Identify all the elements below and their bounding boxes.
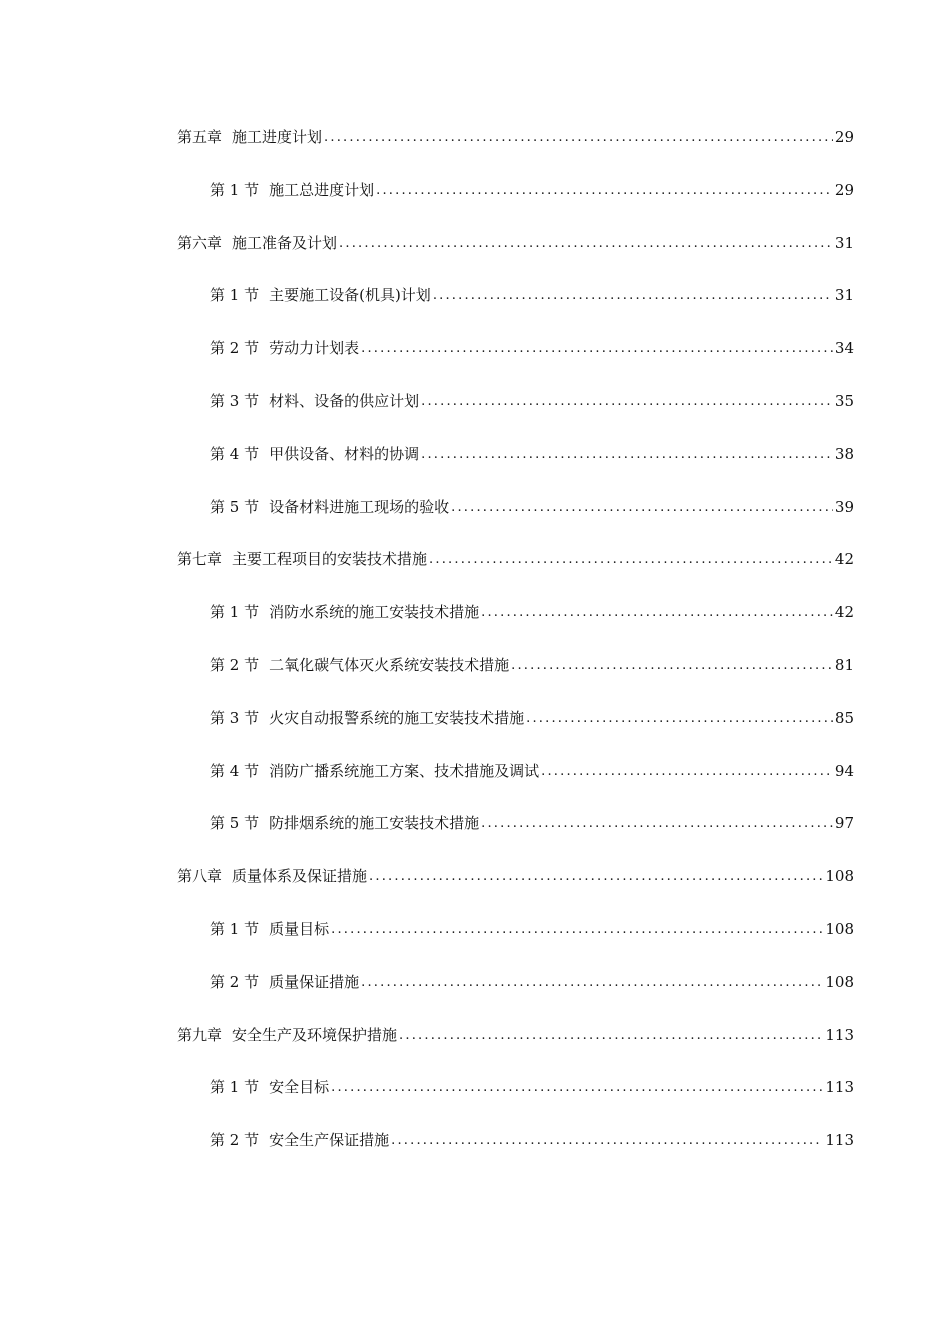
toc-entry-number: 第五章 [177,128,223,146]
toc-section-entry[interactable] [0,322,950,375]
toc-entry-number: 第 1 节 [210,1078,260,1097]
toc-entry-page: 42 [834,550,854,569]
toc-section-entry[interactable] [0,481,950,534]
toc-dot-leader [339,234,833,254]
toc-entry-number: 第 2 节 [210,972,260,991]
toc-entry-page: 34 [834,339,854,358]
toc-entry-title: 防排烟系统的施工安装技术措施 [269,814,480,833]
toc-section-entry[interactable] [0,745,950,798]
toc-entry-page: 108 [825,919,854,938]
toc-section-entry[interactable] [0,1061,950,1114]
toc-entry-label [210,497,449,517]
toc-entry-page: 29 [834,180,854,199]
toc-entry-title: 质量保证措施 [269,972,360,991]
toc-entry-title: 消防水系统的施工安装技术措施 [269,603,480,622]
toc-dot-leader [361,973,823,993]
toc-entry-page: 42 [834,603,854,622]
toc-entry-number: 第七章 [177,550,223,569]
toc-entry-label [210,602,479,622]
toc-entry-label [210,761,539,781]
toc-dot-leader [391,1131,823,1151]
toc-entry-title: 劳动力计划表 [269,339,360,358]
toc-entry-title: 施工进度计划 [232,128,323,146]
toc-entry-number: 第 1 节 [210,603,260,622]
toc-section-entry[interactable] [0,956,950,1009]
toc-entry-label [210,285,431,305]
toc-section-entry[interactable] [0,164,950,217]
toc-entry-page: 94 [834,761,854,780]
toc-entry-label [210,391,419,411]
toc-chapter-entry[interactable] [0,111,950,164]
toc-entry-page: 81 [834,655,854,674]
toc-dot-leader [541,762,833,782]
toc-entry-label [210,444,419,464]
toc-chapter-entry[interactable] [0,533,950,586]
toc-dot-leader [331,1078,823,1098]
toc-dot-leader [399,1026,823,1046]
toc-entry-title: 二氧化碳气体灭火系统安装技术措施 [269,655,510,674]
toc-entry-number: 第 4 节 [210,761,260,780]
toc-entry-title: 质量目标 [269,919,330,938]
toc-dot-leader [429,550,833,570]
toc-dot-leader [451,498,833,518]
toc-entry-label [210,919,329,939]
toc-dot-leader [361,339,833,359]
toc-entry-label [177,866,367,886]
toc-section-entry[interactable] [0,586,950,639]
toc-entry-page: 108 [825,867,854,886]
toc-chapter-entry[interactable] [0,217,950,270]
toc-dot-leader [421,392,833,412]
toc-entry-title: 安全生产及环境保护措施 [232,1025,398,1044]
toc-dot-leader [481,603,833,623]
toc-entry-page: 113 [825,1078,854,1097]
toc-entry-title: 安全生产保证措施 [269,1131,390,1150]
toc-entry-title: 主要工程项目的安装技术措施 [232,550,428,569]
toc-entry-label [177,127,322,147]
toc-entry-label [210,180,374,200]
toc-entry-page: 113 [825,1025,854,1044]
toc-entry-number: 第 2 节 [210,1131,260,1150]
toc-dot-leader [324,128,833,148]
toc-entry-number: 第 3 节 [210,708,260,727]
toc-dot-leader [433,286,833,306]
toc-entry-title: 质量体系及保证措施 [232,867,368,886]
toc-entry-label [210,708,524,728]
toc-entry-label [210,972,359,992]
toc-entry-number: 第六章 [177,233,223,252]
toc-dot-leader [421,445,833,465]
table-of-contents [0,111,950,1167]
toc-section-entry[interactable] [0,428,950,481]
toc-entry-title: 施工总进度计划 [269,180,375,199]
toc-entry-title: 材料、设备的供应计划 [269,391,420,410]
toc-entry-number: 第 5 节 [210,814,260,833]
toc-entry-page: 31 [834,233,854,252]
toc-dot-leader [376,181,833,201]
toc-section-entry[interactable] [0,639,950,692]
toc-entry-title: 设备材料进施工现场的验收 [269,497,450,516]
toc-entry-label [177,1025,397,1045]
toc-entry-number: 第 3 节 [210,391,260,410]
toc-entry-label [210,1130,389,1150]
toc-dot-leader [331,920,823,940]
toc-section-entry[interactable] [0,692,950,745]
toc-section-entry[interactable] [0,375,950,428]
toc-entry-label [210,655,509,675]
toc-dot-leader [481,814,833,834]
toc-entry-number: 第九章 [177,1025,223,1044]
toc-entry-number: 第 2 节 [210,339,260,358]
toc-entry-page: 39 [834,497,854,516]
toc-entry-number: 第 1 节 [210,919,260,938]
toc-entry-label [210,813,479,833]
toc-entry-label [210,338,359,358]
toc-entry-page: 38 [834,444,854,463]
toc-entry-number: 第八章 [177,867,223,886]
toc-chapter-entry[interactable] [0,850,950,903]
toc-entry-page: 108 [825,972,854,991]
toc-entry-page: 85 [834,708,854,727]
toc-section-entry[interactable] [0,797,950,850]
toc-entry-label [210,1077,329,1097]
toc-chapter-entry[interactable] [0,1009,950,1062]
toc-entry-title: 主要施工设备(机具)计划 [269,286,431,305]
toc-section-entry[interactable] [0,1114,950,1167]
toc-entry-title: 甲供设备、材料的协调 [269,444,420,463]
toc-entry-page: 29 [834,128,854,146]
toc-entry-number: 第 2 节 [210,655,260,674]
toc-section-entry[interactable] [0,903,950,956]
toc-entry-page: 113 [825,1131,854,1150]
toc-entry-number: 第 4 节 [210,444,260,463]
toc-entry-label [177,233,337,253]
toc-entry-page: 97 [834,814,854,833]
toc-entry-number: 第 1 节 [210,180,260,199]
toc-entry-page: 35 [834,391,854,410]
toc-entry-number: 第 5 节 [210,497,260,516]
toc-dot-leader [526,709,833,729]
toc-dot-leader [369,867,823,887]
toc-entry-title: 火灾自动报警系统的施工安装技术措施 [269,708,525,727]
toc-entry-title: 安全目标 [269,1078,330,1097]
toc-dot-leader [511,656,833,676]
toc-entry-title: 消防广播系统施工方案、技术措施及调试 [269,761,540,780]
toc-entry-page: 31 [834,286,854,305]
toc-entry-label [177,549,427,569]
toc-section-entry[interactable] [0,269,950,322]
toc-entry-number: 第 1 节 [210,286,260,305]
toc-entry-title: 施工准备及计划 [232,233,338,252]
